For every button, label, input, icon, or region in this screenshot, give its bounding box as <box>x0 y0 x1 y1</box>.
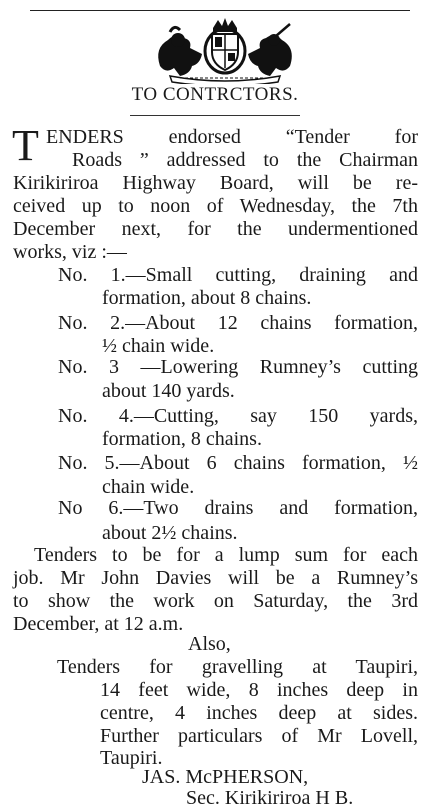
note-line: job. Mr John Davies will be a Rumney’s <box>13 567 418 589</box>
note-line: to show the work on Saturday, the 3rd <box>13 590 418 612</box>
signature-title: Sec. Kirikiriroa H B. <box>186 787 354 809</box>
item-5-line-2: chain wide. <box>102 476 195 498</box>
item-5-line-1: No. 5.—About 6 chains formation, ½ <box>58 452 418 474</box>
item-4-line-2: formation, 8 chains. <box>102 428 262 450</box>
item-4-line-1: No. 4.—Cutting, say 150 yards, <box>58 405 418 427</box>
drop-cap: T <box>12 121 39 170</box>
note-line: Tenders to be for a lump sum for each <box>34 544 418 566</box>
top-rule <box>30 10 410 11</box>
gravel-line: 14 feet wide, 8 inches deep in <box>100 679 418 701</box>
intro-line: ENDERS endorsed “Tender for <box>46 126 418 148</box>
item-2-line-1: No. 2.—About 12 chains formation, <box>58 312 418 334</box>
intro-line: December next, for the undermentioned <box>13 218 418 240</box>
item-3-line-1: No. 3 —Lowering Rumney’s cutting <box>58 356 418 378</box>
note-line: December, at 12 a.m. <box>13 613 184 635</box>
item-6-line-2: about 2½ chains. <box>102 522 238 544</box>
heading-rule <box>130 115 300 116</box>
item-1-line-1: No. 1.—Small cutting, draining and <box>58 264 418 286</box>
signature-name: JAS. McPHERSON, <box>142 766 309 788</box>
intro-line: works, viz :— <box>13 241 127 263</box>
gravel-line: centre, 4 inches deep at sides. <box>100 702 418 724</box>
item-1-line-2: formation, about 8 chains. <box>102 287 312 309</box>
intro-line: ceived up to noon of Wednesday, the 7th <box>13 195 418 217</box>
also-label: Also, <box>188 633 231 655</box>
royal-coat-of-arms-icon <box>140 18 310 84</box>
item-6-line-1: No 6.—Two drains and formation, <box>58 497 418 519</box>
gravel-line: Tenders for gravelling at Taupiri, <box>57 656 418 678</box>
item-3-line-2: about 140 yards. <box>102 380 235 402</box>
intro-line: Roads ” addressed to the Chairman <box>72 149 418 171</box>
item-2-line-2: ½ chain wide. <box>102 335 215 357</box>
gravel-line: Further particulars of Mr Lovell, <box>100 725 418 747</box>
intro-line: Kirikiriroa Highway Board, will be re- <box>13 172 418 194</box>
advertisement-heading: TO CONTRCTORS. <box>131 84 299 105</box>
gravel-line: Taupiri. <box>100 747 163 769</box>
